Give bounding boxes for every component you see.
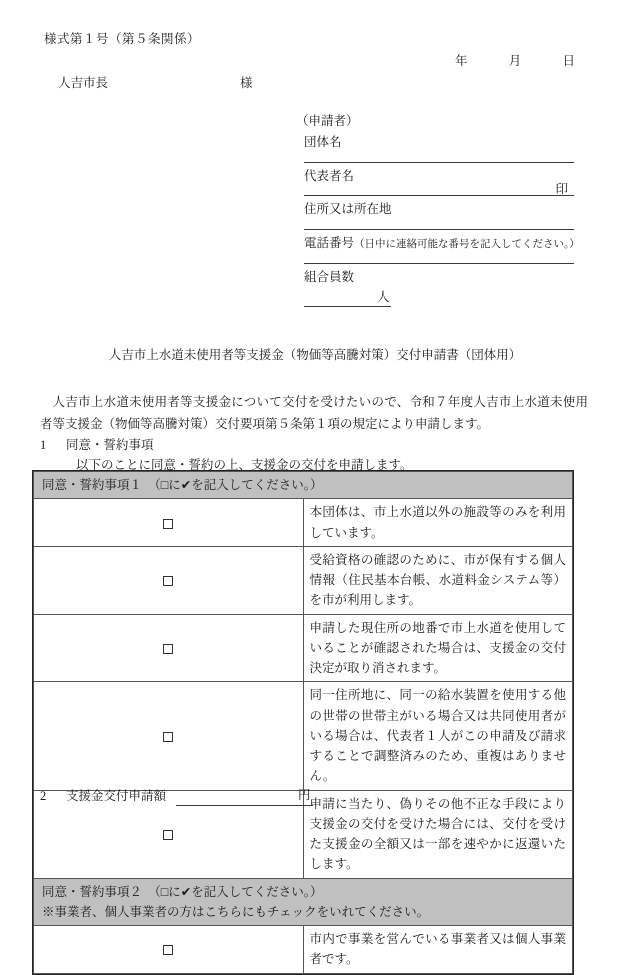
section-1-title: 同意・誓約事項 — [66, 438, 154, 452]
consent-text-6: 市内で事業を営んでいる事業者又は個人事業者です。 — [303, 926, 573, 974]
field-organization-name — [304, 133, 574, 163]
field-representative-name — [304, 167, 574, 197]
consent-text-4: 同一住所地に、同一の給水装置を使用する他の世帯の世帯主がいる場合又は共同使用者がいる場合は、代表者１人がこの申請及び請求することで調整済みのため、重複はありません。 — [303, 682, 573, 790]
member-count-row — [304, 288, 574, 308]
input-phone-number[interactable] — [304, 254, 574, 264]
input-representative-name[interactable] — [304, 181, 574, 196]
section-2-heading — [40, 786, 313, 806]
page-title: 人吉市上水道未使用者等支援金（物価等高騰対策）交付申請書（団体用） — [108, 348, 522, 362]
amount-unit: 円 — [296, 786, 313, 806]
date-month-label: 月 — [508, 54, 522, 68]
consent-text-2: 受給資格の確認のために、市が保有する個人情報（住民基本台帳、水道料金システム等）を市が利用します。 — [303, 546, 573, 614]
field-address — [304, 200, 574, 230]
field-label-representative-name: 代表者名 — [304, 168, 355, 183]
field-phone-number — [304, 234, 580, 264]
table-row — [34, 614, 573, 682]
table-header-row-group2 — [34, 878, 573, 926]
date-line — [455, 52, 575, 71]
checkbox-cell-6[interactable] — [34, 926, 304, 974]
field-label-member-count: 組合員数 — [304, 269, 355, 284]
checkbox-icon[interactable] — [163, 945, 173, 955]
input-member-count[interactable] — [304, 293, 376, 307]
checkbox-icon[interactable] — [163, 644, 173, 654]
group2-header-label: 同意・誓約事項２ （□に✔を記入してください。） — [42, 884, 323, 899]
section-1-subheading: 以下のことに同意・誓約の上、支援金の交付を申請します。 — [76, 458, 413, 472]
field-label-address: 住所又は所在地 — [304, 202, 392, 217]
table-header-row-group1 — [34, 472, 573, 499]
checkbox-icon[interactable] — [163, 576, 173, 586]
table-row — [34, 546, 573, 614]
checkbox-icon[interactable] — [163, 732, 173, 742]
section-2-number: 2 — [40, 789, 47, 803]
input-address[interactable] — [304, 220, 574, 230]
body-paragraph: 人吉市上水道未使用者等支援金について交付を受けたいので、令和７年度人吉市上水道未使用者等支援金（物価等高騰対策）交付要項第５条第１項の規定により申請します。 — [40, 395, 588, 431]
group1-header-label: 同意・誓約事項１ （□に✔を記入してください。） — [34, 472, 573, 499]
group2-header-note: ※事業者、個人事業者の方はこちらにもチェックをいれてください。 — [42, 904, 430, 919]
table-row — [34, 926, 573, 974]
form-number: 様式第１号（第５条関係） — [44, 32, 201, 46]
addressee: 人吉市長 — [58, 76, 109, 90]
applicant-block — [296, 112, 580, 307]
section-1-number: 1 — [40, 438, 47, 452]
consent-text-1: 本団体は、市上水道以外の施設等のみを利用しています。 — [303, 499, 573, 547]
consent-table — [32, 470, 574, 975]
consent-text-3: 申請した現住所の地番で市上水道を使用していることが確認された場合は、支援金の交付決定が取り消されます。 — [303, 614, 573, 682]
checkbox-cell-1[interactable] — [34, 499, 304, 547]
input-application-amount[interactable] — [176, 791, 296, 806]
checkbox-cell-2[interactable] — [34, 546, 304, 614]
applicant-section-label: （申請者） — [296, 114, 359, 128]
input-organization-name[interactable] — [304, 153, 574, 163]
section-2-title: 支援金交付申請額 — [66, 789, 167, 803]
group2-header-cell — [34, 878, 573, 926]
consent-text-5: 申請に当たり、偽りその他不正な手段により支援金の交付を受けた場合には、交付を受けた支援金の全額又は一部を速やかに返還いたします。 — [303, 790, 573, 878]
table-row — [34, 499, 573, 547]
checkbox-cell-3[interactable] — [34, 614, 304, 682]
addressee-honorific: 様 — [240, 76, 253, 90]
member-count-unit: 人 — [376, 288, 391, 308]
field-member-count — [304, 268, 574, 288]
checkbox-icon[interactable] — [163, 519, 173, 529]
date-day-label: 日 — [562, 54, 575, 68]
section-1-heading — [40, 436, 154, 455]
field-label-organization-name: 団体名 — [304, 134, 342, 149]
table-row — [34, 682, 573, 790]
seal-mark: 印 — [555, 181, 568, 196]
date-year-label: 年 — [455, 54, 468, 68]
field-label-phone-number: 電話番号（日中に連絡可能な番号を記入してください。） — [304, 236, 580, 250]
field-note-phone-number: （日中に連絡可能な番号を記入してください。） — [354, 239, 580, 250]
checkbox-cell-4[interactable] — [34, 682, 304, 790]
checkbox-icon[interactable] — [163, 830, 173, 840]
